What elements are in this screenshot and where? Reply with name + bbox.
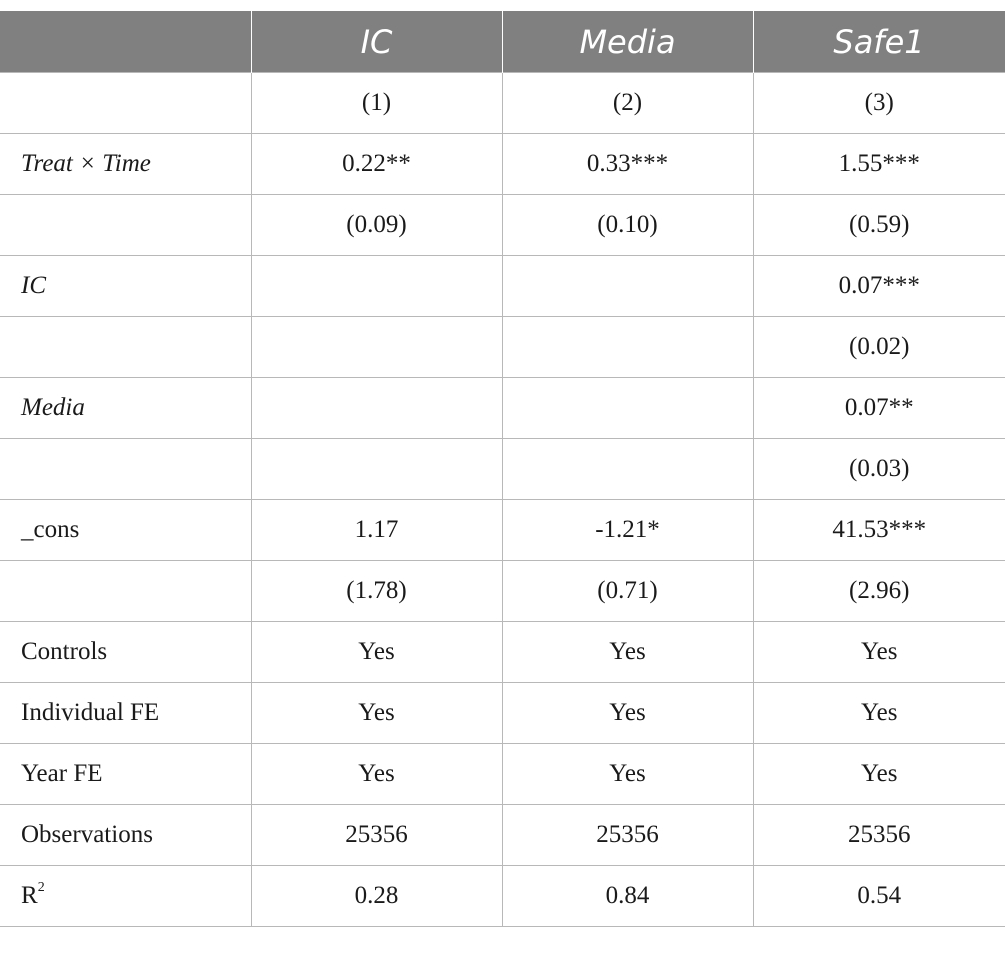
table-cell: Yes xyxy=(502,622,753,683)
table-header-row xyxy=(0,11,1005,73)
table-row xyxy=(0,256,1005,317)
table-cell xyxy=(502,317,753,378)
header-cell-empty xyxy=(0,11,251,73)
table-row xyxy=(0,378,1005,439)
header-cell-safe1: Safe1 xyxy=(753,11,1005,73)
table-cell: 0.07** xyxy=(753,378,1005,439)
table-cell: 0.33*** xyxy=(502,134,753,195)
table-cell xyxy=(502,378,753,439)
table-row xyxy=(0,439,1005,500)
table-cell: Yes xyxy=(502,683,753,744)
table-cell: Yes xyxy=(251,683,502,744)
table-cell xyxy=(251,256,502,317)
table-cell xyxy=(502,256,753,317)
table-cell: (2) xyxy=(502,73,753,134)
table-cell: 1.17 xyxy=(251,500,502,561)
row-label: Year FE xyxy=(0,744,251,805)
row-label: Controls xyxy=(0,622,251,683)
table-row xyxy=(0,317,1005,378)
row-label: _cons xyxy=(0,500,251,561)
row-label xyxy=(0,439,251,500)
header-cell-media: Media xyxy=(502,11,753,73)
table-cell: (0.03) xyxy=(753,439,1005,500)
table-cell: Yes xyxy=(753,683,1005,744)
row-label xyxy=(0,561,251,622)
table-row xyxy=(0,744,1005,805)
row-label xyxy=(0,195,251,256)
table-row xyxy=(0,866,1005,927)
table-cell: 25356 xyxy=(502,805,753,866)
table-cell xyxy=(251,439,502,500)
table-row xyxy=(0,622,1005,683)
table-cell: (0.59) xyxy=(753,195,1005,256)
table-cell: (0.09) xyxy=(251,195,502,256)
table-cell: 0.54 xyxy=(753,866,1005,927)
table-cell xyxy=(251,378,502,439)
row-label: Individual FE xyxy=(0,683,251,744)
row-label xyxy=(0,73,251,134)
table-cell: 25356 xyxy=(753,805,1005,866)
r-symbol: R xyxy=(21,882,38,909)
table-row xyxy=(0,73,1005,134)
table-row xyxy=(0,500,1005,561)
table-row xyxy=(0,683,1005,744)
superscript-two: 2 xyxy=(37,880,45,895)
table-cell: (0.10) xyxy=(502,195,753,256)
table-cell: Yes xyxy=(251,744,502,805)
row-label: IC xyxy=(0,256,251,317)
table-cell: 1.55*** xyxy=(753,134,1005,195)
table-cell: (2.96) xyxy=(753,561,1005,622)
table-row xyxy=(0,134,1005,195)
table-cell: 0.07*** xyxy=(753,256,1005,317)
table-cell: (0.71) xyxy=(502,561,753,622)
row-label-r-squared xyxy=(0,866,251,927)
row-label: Treat × Time xyxy=(0,134,251,195)
table-row xyxy=(0,195,1005,256)
table-cell: (1) xyxy=(251,73,502,134)
table-cell: 0.22** xyxy=(251,134,502,195)
table-cell: Yes xyxy=(502,744,753,805)
table-cell: Yes xyxy=(753,622,1005,683)
table-cell xyxy=(502,439,753,500)
table-cell: (0.02) xyxy=(753,317,1005,378)
table-row xyxy=(0,805,1005,866)
table-row xyxy=(0,561,1005,622)
table-cell: 0.28 xyxy=(251,866,502,927)
table-cell: Yes xyxy=(753,744,1005,805)
table-cell: Yes xyxy=(251,622,502,683)
table-cell xyxy=(251,317,502,378)
table-cell: 0.84 xyxy=(502,866,753,927)
table-cell: (1.78) xyxy=(251,561,502,622)
row-label: Media xyxy=(0,378,251,439)
table-cell: (3) xyxy=(753,73,1005,134)
row-label: Observations xyxy=(0,805,251,866)
header-cell-ic: IC xyxy=(251,11,502,73)
table-cell: -1.21* xyxy=(502,500,753,561)
table-cell: 41.53*** xyxy=(753,500,1005,561)
row-label xyxy=(0,317,251,378)
table-cell: 25356 xyxy=(251,805,502,866)
regression-table xyxy=(0,11,1005,927)
